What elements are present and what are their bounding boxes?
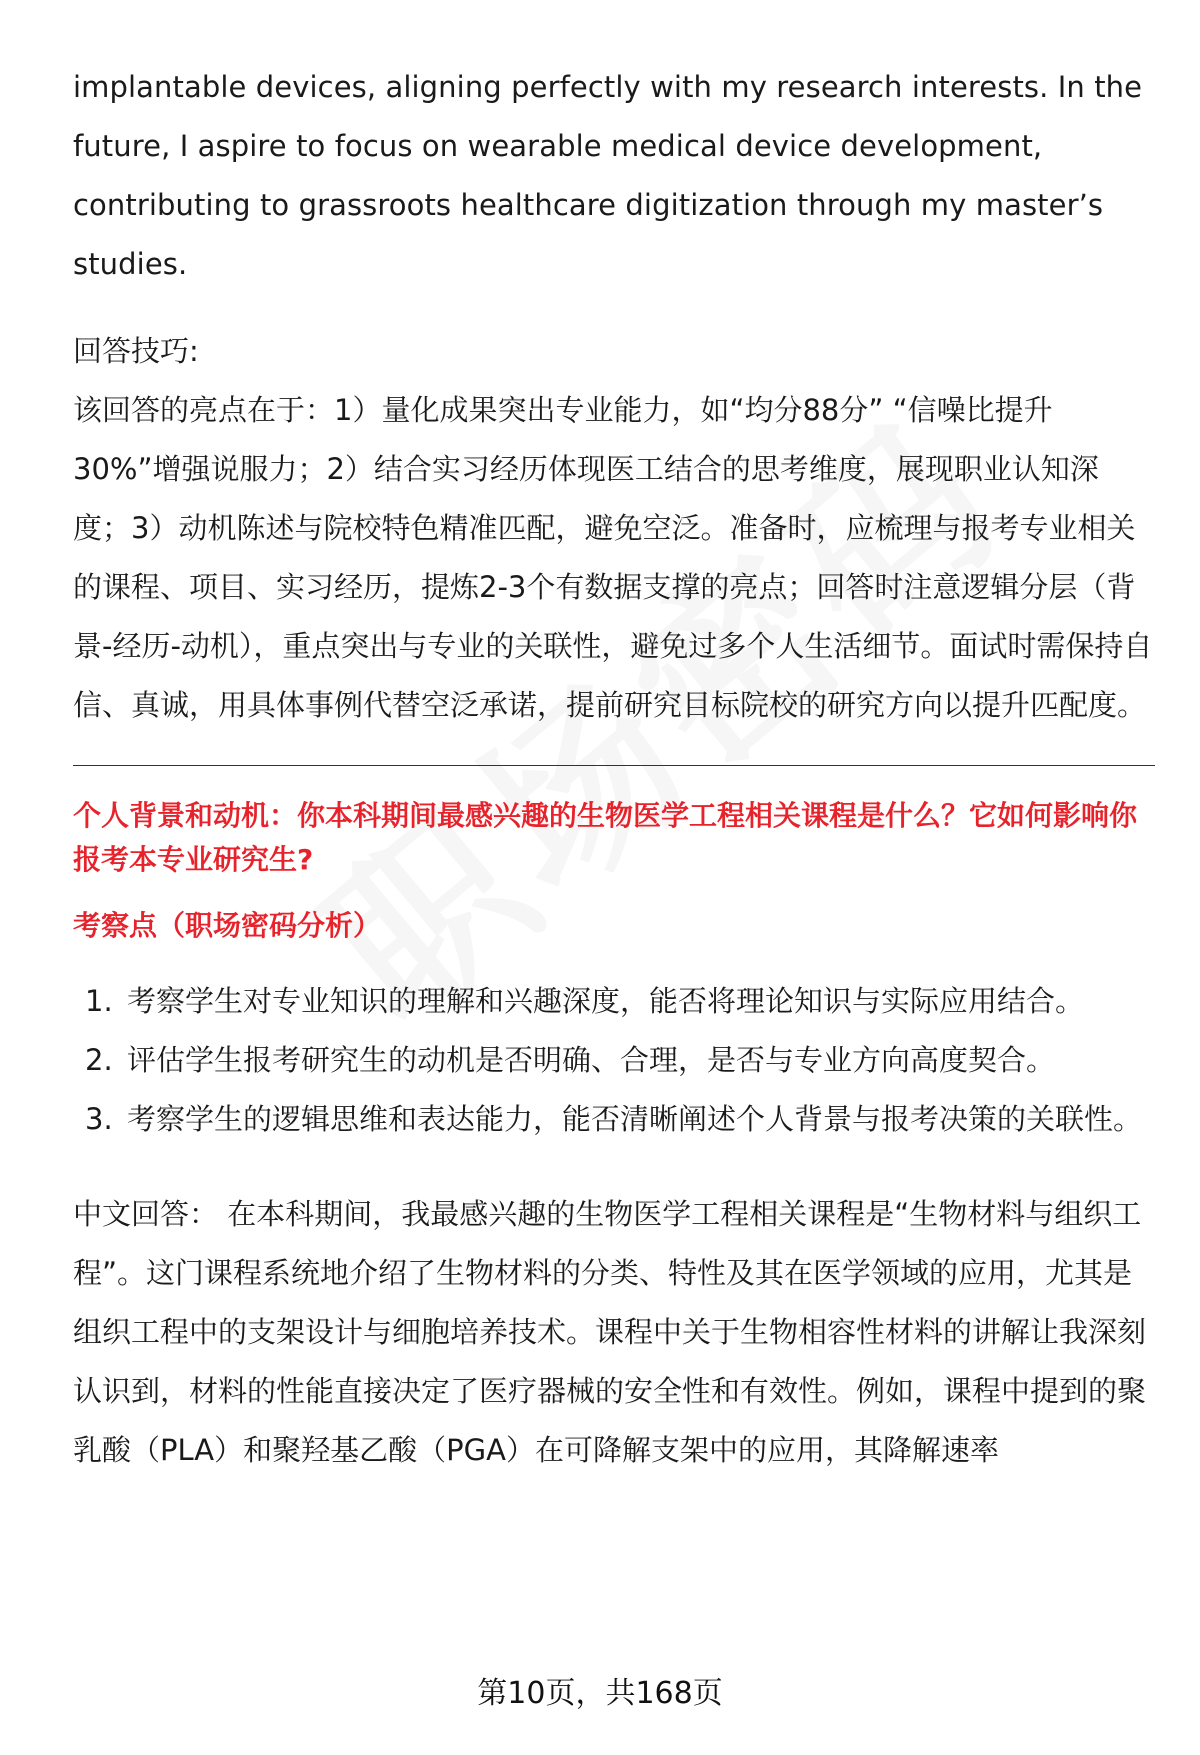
list-item [73,1090,1155,1149]
list-item-text: 考察学生的逻辑思维和表达能力，能否清晰阐述个人背景与报考决策的关联性。 [127,1102,1143,1136]
tips-paragraph: 该回答的亮点在于：1）量化成果突出专业能力，如“均分88分” “信噪比提升30%”增强说服力；2）结合实习经历体现医工结合的思考维度，展现职业认知深度；3）动机陈述与院校特色精准匹配，避免空泛。准备时，应梳理与报考专业相关的课程、项目、实习经历，提炼2-3个有数据支撑的亮点；回答时注意逻辑分层（背景-经历-动机），重点突出与专业的关联性，避免过多个人生活细节。面试时需保持自信、真诚，用具体事例代替空泛承诺，提前研究目标院校的研究方向以提升匹配度。 [73,393,1153,722]
section-divider [73,765,1155,766]
list-item-number: 1. [85,984,113,1018]
answer-paragraph: 中文回答： 在本科期间，我最感兴趣的生物医学工程相关课程是“生物材料与组织工程”。这门课程系统地介绍了生物材料的分类、特性及其在医学领域的应用，尤其是组织工程中的支架设计与细胞培养技术。课程中关于生物相容性材料的讲解让我深刻认识到，材料的性能直接决定了医疗器械的安全性和有效性。例如，课程中提到的聚乳酸（PLA）和聚羟基乙酸（PGA）在可降解支架中的应用，其降解速率 [73,1197,1147,1467]
page-footer: 第10页，共168页 [477,1676,723,1711]
list-item-number: 3. [85,1102,113,1136]
page-content [73,58,1155,1480]
list-item [73,1031,1155,1090]
list-item-number: 2. [85,1043,113,1077]
intro-paragraph: implantable devices, aligning perfectly with my research interests. In the future, I aspire to focus on wearable medical device development, contributing to grassroots healthcare digitization through my master’s studies. [73,70,1143,281]
question-heading: 个人背景和动机：你本科期间最感兴趣的生物医学工程相关课程是什么？它如何影响你报考本专业研究生? [73,799,1138,876]
points-heading: 考察点（职场密码分析） [73,909,382,942]
list-item [73,972,1155,1031]
tips-label: 回答技巧: [73,334,199,368]
list-item-text: 考察学生对专业知识的理解和兴趣深度，能否将理论知识与实际应用结合。 [127,984,1085,1018]
list-item-text: 评估学生报考研究生的动机是否明确、合理，是否与专业方向高度契合。 [127,1043,1056,1077]
points-list [73,972,1155,1149]
